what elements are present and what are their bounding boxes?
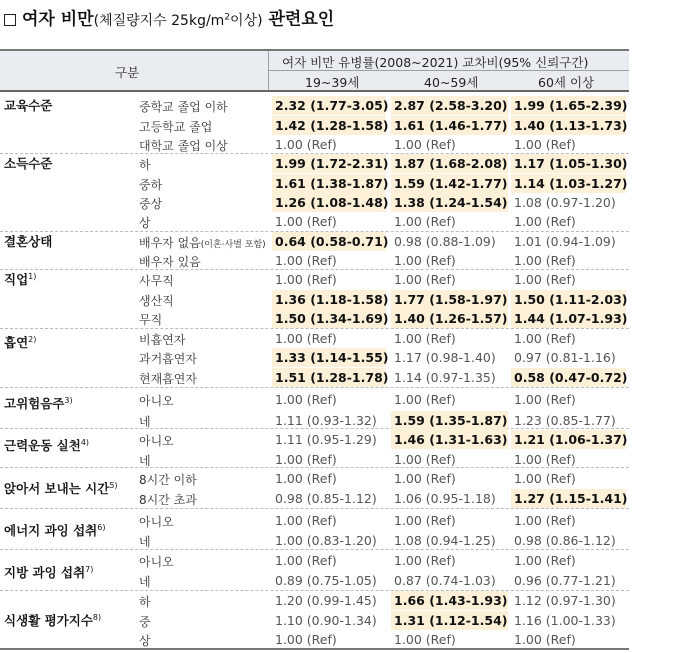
header-measure-label: 여자 비만 유병률(2008~2021) 교차비(95% 신뢰구간): [282, 55, 589, 70]
odds-ratio-cell: 1.17 (0.98-1.40): [394, 350, 496, 365]
odds-ratio-cell: 1.00 (Ref): [394, 214, 456, 229]
row-subgroup: [139, 413, 151, 430]
title-tail: 관련요인: [268, 9, 335, 30]
odds-ratio-cell: 1.00 (Ref): [514, 452, 576, 467]
odds-ratio-cell: 1.11 (0.95-1.29): [275, 432, 377, 447]
odds-ratio-cell: 1.00 (Ref): [394, 272, 456, 287]
odds-ratio-cell: 0.64 (0.58-0.71): [272, 232, 386, 251]
row-group-separator: [0, 387, 629, 388]
footnote-marker: 1): [28, 271, 37, 281]
odds-ratio-cell: 0.58 (0.47-0.72): [511, 368, 626, 387]
subgroup-label: 하: [139, 595, 151, 609]
odds-ratio-cell: 1.99 (1.65-2.39): [511, 96, 626, 115]
row-subgroup: [139, 491, 197, 508]
footnote-marker: 6): [97, 522, 106, 532]
odds-ratio-cell: 1.00 (Ref): [394, 253, 456, 268]
subgroup-label: 아니오: [139, 434, 174, 448]
odds-ratio-cell: 0.97 (0.81-1.16): [514, 350, 616, 365]
header-age-3: 60세 이상: [538, 75, 595, 90]
odds-ratio-cell: 1.61 (1.46-1.77): [391, 116, 508, 135]
row-category: [4, 563, 93, 581]
odds-ratio-cell: 1.00 (Ref): [514, 137, 576, 152]
odds-ratio-cell: 0.89 (0.75-1.05): [275, 573, 377, 588]
row-category: [4, 232, 52, 250]
odds-ratio-cell: 1.11 (0.93-1.32): [275, 413, 377, 428]
odds-ratio-cell: 1.00 (Ref): [394, 137, 456, 152]
odds-ratio-cell: 1.00 (Ref): [394, 471, 456, 486]
odds-ratio-cell: 1.31 (1.12-1.54): [391, 611, 508, 630]
subgroup-label: 상: [139, 634, 151, 648]
subgroup-label: 네: [139, 415, 151, 429]
category-label: 흡연: [4, 335, 29, 350]
odds-ratio-cell: 2.32 (1.77-3.05): [272, 96, 386, 115]
row-subgroup: [139, 234, 266, 251]
odds-ratio-cell: 1.00 (Ref): [275, 272, 337, 287]
subgroup-label: 네: [139, 535, 151, 549]
footnote-marker: 5): [109, 480, 118, 490]
odds-ratio-cell: 1.00 (Ref): [275, 331, 337, 346]
odds-ratio-cell: 1.50 (1.11-2.03): [511, 290, 626, 309]
odds-ratio-cell: 1.61 (1.38-1.87): [272, 174, 386, 193]
subgroup-note: (이혼·사별 포함): [200, 240, 266, 250]
odds-ratio-cell: 1.36 (1.18-1.58): [272, 290, 386, 309]
row-subgroup: [139, 573, 151, 590]
row-subgroup: [139, 118, 212, 135]
odds-ratio-cell: 1.00 (Ref): [514, 553, 576, 568]
footnote-marker: 8): [92, 612, 102, 622]
odds-ratio-cell: 0.98 (0.86-1.12): [514, 533, 616, 548]
odds-ratio-cell: 1.20 (0.99-1.45): [275, 593, 377, 608]
row-category: [4, 436, 89, 454]
subgroup-label: 네: [139, 454, 151, 468]
subgroup-label: 네: [139, 575, 151, 589]
odds-ratio-cell: 1.08 (0.97-1.20): [514, 195, 616, 210]
footnote-marker: 2): [28, 334, 37, 344]
odds-ratio-cell: 2.87 (2.58-3.20): [391, 96, 508, 115]
odds-ratio-cell: 1.00 (Ref): [514, 272, 576, 287]
odds-ratio-cell: 1.51 (1.28-1.78): [272, 368, 386, 387]
odds-ratio-cell: 1.14 (1.03-1.27): [511, 174, 626, 193]
odds-ratio-cell: 1.00 (Ref): [275, 392, 337, 407]
row-subgroup: [139, 253, 201, 270]
subgroup-label: 대학교 졸업 이상: [139, 139, 228, 153]
odds-ratio-cell: 1.00 (Ref): [275, 253, 337, 268]
row-category: [4, 611, 101, 629]
odds-ratio-cell: 1.16 (1.00-1.33): [514, 613, 616, 628]
footnote-marker: 4): [80, 437, 90, 447]
odds-ratio-cell: 1.26 (1.08-1.48): [272, 193, 386, 212]
odds-ratio-cell: 1.00 (Ref): [394, 452, 456, 467]
odds-ratio-cell: 1.00 (Ref): [514, 471, 576, 486]
category-label: 근력운동 실천: [4, 438, 81, 453]
subgroup-label: 상: [139, 216, 151, 230]
odds-ratio-cell: 1.00 (Ref): [394, 392, 456, 407]
odds-ratio-cell: 1.08 (0.94-1.25): [394, 533, 496, 548]
odds-ratio-cell: 1.00 (Ref): [275, 137, 337, 152]
odds-ratio-cell: 1.12 (0.97-1.30): [514, 593, 616, 608]
odds-ratio-cell: 1.00 (Ref): [275, 471, 337, 486]
odds-ratio-cell: 1.44 (1.07-1.93): [511, 309, 626, 328]
odds-ratio-cell: 1.00 (Ref): [394, 632, 456, 647]
subgroup-label: 고등학교 졸업: [139, 120, 213, 134]
category-label: 에너지 과잉 섭취: [4, 523, 98, 538]
row-category: [4, 479, 118, 497]
odds-ratio-cell: 1.00 (Ref): [275, 632, 337, 647]
footnote-marker: 3): [64, 395, 73, 405]
odds-ratio-cell: 1.00 (Ref): [275, 214, 337, 229]
category-label: 앉아서 보내는 시간: [4, 481, 110, 496]
odds-ratio-cell: 1.00 (Ref): [394, 331, 456, 346]
row-subgroup: [139, 613, 151, 630]
odds-ratio-cell: 1.00 (Ref): [514, 392, 576, 407]
odds-ratio-cell: 1.50 (1.34-1.69): [272, 309, 386, 328]
odds-ratio-cell: 0.98 (0.85-1.12): [275, 491, 377, 506]
row-subgroup: [139, 156, 151, 173]
odds-ratio-cell: 1.42 (1.28-1.58): [272, 116, 386, 135]
subgroup-label: 비흡연자: [139, 333, 186, 347]
odds-ratio-cell: 1.14 (0.97-1.35): [394, 370, 496, 385]
row-subgroup: [139, 214, 151, 231]
odds-ratio-cell: 1.00 (0.83-1.20): [275, 533, 377, 548]
odds-ratio-cell: 1.38 (1.24-1.54): [391, 193, 508, 212]
odds-ratio-cell: 1.46 (1.31-1.63): [391, 430, 508, 449]
row-category: [4, 154, 52, 172]
row-subgroup: [139, 513, 174, 530]
odds-ratio-cell: 0.87 (0.74-1.03): [394, 573, 496, 588]
row-subgroup: [139, 533, 151, 550]
category-label: 교육수준: [4, 98, 53, 113]
row-subgroup: [139, 553, 174, 570]
row-subgroup: [139, 392, 174, 409]
subgroup-label: 8시간 이하: [139, 473, 197, 487]
odds-ratio-cell: 1.21 (1.06-1.37): [511, 430, 626, 449]
odds-ratio-cell: 0.98 (0.88-1.09): [394, 234, 496, 249]
subgroup-label: 사무직: [139, 274, 174, 288]
row-subgroup: [139, 272, 174, 289]
row-subgroup: [139, 331, 185, 348]
footnote-marker: 7): [85, 564, 94, 574]
row-subgroup: [139, 471, 197, 488]
subgroup-label: 배우자 없음: [139, 236, 201, 250]
subgroup-label: 중학교 졸업 이하: [139, 100, 228, 114]
odds-ratio-cell: 1.59 (1.42-1.77): [391, 174, 508, 193]
subgroup-label: 중하: [139, 178, 163, 192]
page-title: [4, 4, 334, 30]
subgroup-label: 하: [139, 158, 151, 172]
row-subgroup: [139, 432, 174, 449]
odds-ratio-cell: 1.00 (Ref): [514, 331, 576, 346]
category-label: 고위험음주: [4, 396, 65, 411]
subgroup-label: 현재흡연자: [139, 372, 197, 386]
odds-ratio-cell: 1.87 (1.68-2.08): [391, 154, 508, 173]
odds-ratio-cell: 1.06 (0.95-1.18): [394, 491, 496, 506]
subgroup-label: 아니오: [139, 394, 174, 408]
row-subgroup: [139, 593, 151, 610]
odds-ratio-cell: 1.59 (1.35-1.87): [391, 411, 508, 430]
row-subgroup: [139, 452, 151, 469]
odds-ratio-cell: 1.27 (1.15-1.41): [511, 489, 626, 508]
row-category: [4, 521, 105, 539]
category-label: 지방 과잉 섭취: [4, 565, 86, 580]
row-subgroup: [139, 98, 228, 115]
subgroup-label: 과거흡연자: [139, 352, 197, 366]
odds-ratio-cell: 1.23 (0.85-1.77): [514, 413, 616, 428]
row-subgroup: [139, 176, 162, 193]
odds-ratio-cell: 1.00 (Ref): [394, 553, 456, 568]
odds-ratio-cell: 1.00 (Ref): [275, 452, 337, 467]
row-group-separator: [0, 508, 629, 509]
title-paren: (체질량지수 $25kg/m^2$이상): [93, 12, 263, 29]
odds-ratio-cell: 1.33 (1.14-1.55): [272, 348, 386, 367]
odds-ratio-cell: 1.00 (Ref): [514, 214, 576, 229]
header-age-2: 40~59세: [424, 75, 479, 90]
title-main: 여자 비만: [22, 9, 94, 30]
odds-ratio-cell: 1.00 (Ref): [275, 553, 337, 568]
odds-ratio-cell: 0.96 (0.77-1.21): [514, 573, 616, 588]
subgroup-label: 8시간 초과: [139, 493, 197, 507]
header-divider: [268, 51, 269, 91]
subgroup-label: 무직: [139, 313, 163, 327]
category-label: 식생활 평가지수: [4, 613, 93, 628]
subgroup-label: 아니오: [139, 555, 174, 569]
subgroup-label: 배우자 있음: [139, 255, 201, 269]
odds-ratio-cell: 1.00 (Ref): [514, 513, 576, 528]
row-subgroup: [139, 292, 174, 309]
row-subgroup: [139, 370, 197, 387]
odds-ratio-cell: 1.66 (1.43-1.93): [391, 591, 508, 610]
odds-ratio-cell: 1.00 (Ref): [394, 513, 456, 528]
row-subgroup: [139, 195, 162, 212]
row-category: [4, 394, 73, 412]
row-category: [4, 270, 36, 288]
row-subgroup: [139, 311, 162, 328]
row-subgroup: [139, 137, 228, 154]
category-label: 소득수준: [4, 156, 53, 171]
odds-ratio-cell: 1.01 (0.94-1.09): [514, 234, 616, 249]
odds-ratio-cell: 1.40 (1.13-1.73): [511, 116, 626, 135]
odds-ratio-cell: 1.17 (1.05-1.30): [511, 154, 626, 173]
odds-ratio-cell: 1.00 (Ref): [275, 513, 337, 528]
table-bottom-rule: [0, 648, 629, 650]
odds-ratio-cell: 1.10 (0.90-1.34): [275, 613, 377, 628]
subgroup-label: 중: [139, 615, 151, 629]
odds-ratio-cell: 1.99 (1.72-2.31): [272, 154, 386, 173]
row-category: [4, 333, 36, 351]
odds-ratio-cell: 1.77 (1.58-1.97): [391, 290, 508, 309]
checkbox-square-icon: [4, 14, 16, 26]
row-category: [4, 96, 52, 114]
odds-ratio-cell: 1.00 (Ref): [514, 632, 576, 647]
row-subgroup: [139, 350, 197, 367]
subgroup-label: 중상: [139, 197, 163, 211]
subgroup-label: 아니오: [139, 515, 174, 529]
odds-ratio-cell: 1.40 (1.26-1.57): [391, 309, 508, 328]
subgroup-label: 생산직: [139, 294, 174, 308]
header-group-label: 구분: [115, 65, 140, 80]
category-label: 결혼상태: [4, 234, 53, 249]
odds-ratio-cell: 1.00 (Ref): [514, 253, 576, 268]
category-label: 직업: [4, 272, 29, 287]
row-subgroup: [139, 632, 151, 649]
header-age-1: 19~39세: [305, 75, 360, 90]
